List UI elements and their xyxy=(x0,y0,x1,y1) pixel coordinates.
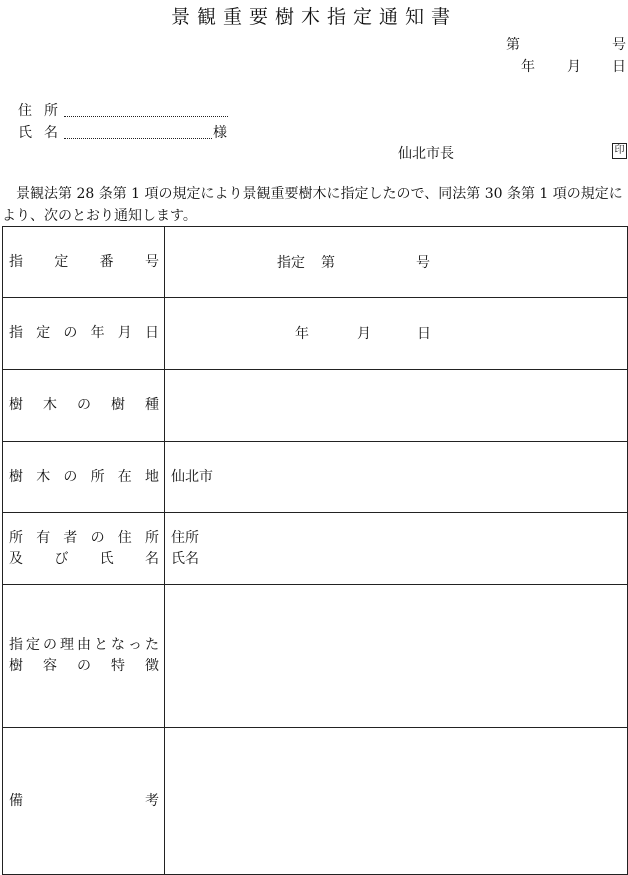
designation-date-label: 指定の年月日 xyxy=(9,325,159,341)
owner-label-line2: 及び氏名 xyxy=(9,550,159,567)
seal-mark: 印 xyxy=(612,143,627,159)
recipient-name-label: 氏名 xyxy=(18,125,70,141)
number-dai-label: 第 xyxy=(506,37,520,53)
label-cell xyxy=(3,513,165,585)
table-row-owner xyxy=(3,513,628,585)
designation-go: 号 xyxy=(416,254,430,271)
label-cell xyxy=(3,298,165,370)
table-row-designation-date xyxy=(3,298,628,370)
reason-value-cell[interactable] xyxy=(165,585,628,728)
reason-label-line2: 樹容の特徴 xyxy=(9,658,159,674)
notice-table xyxy=(2,226,628,875)
table-row-designation-number xyxy=(3,227,628,298)
recipient-address-line[interactable] xyxy=(64,116,228,117)
remarks-value-cell[interactable] xyxy=(165,728,628,875)
label-cell xyxy=(3,227,165,298)
table-row-reason-features xyxy=(3,585,628,728)
owner-label-line1: 所有者の住所 xyxy=(9,529,159,546)
recipient-honorific: 様 xyxy=(213,125,227,141)
designation-date-value-cell[interactable] xyxy=(165,298,628,370)
issuer-title: 仙北市長 xyxy=(398,146,454,162)
tree-location-value-cell[interactable] xyxy=(165,442,628,513)
tree-location-value: 仙北市 xyxy=(171,468,213,485)
date-day-label: 日 xyxy=(612,59,626,75)
label-cell xyxy=(3,585,165,728)
designation-date-year: 年 xyxy=(295,326,309,342)
document-title: 景観重要樹木指定通知書 xyxy=(170,6,457,28)
designation-number-value xyxy=(171,252,621,273)
designation-number-value-cell[interactable] xyxy=(165,227,628,298)
table-row-remarks xyxy=(3,728,628,875)
notice-body-text: 景観法第 28 条第 1 項の規定により景観重要樹木に指定したので、同法第 30 条第 1 項の規定により、次のとおり通知します。 xyxy=(2,186,623,224)
number-go-label: 号 xyxy=(612,37,626,53)
date-month-label: 月 xyxy=(567,59,581,75)
owner-name-label: 氏名 xyxy=(171,550,199,567)
recipient-name-line[interactable] xyxy=(64,138,212,139)
table-row-tree-species xyxy=(3,370,628,442)
designation-prefix: 指定 xyxy=(277,254,305,271)
designation-date-month: 月 xyxy=(357,326,371,342)
remarks-label: 備考 xyxy=(9,792,159,809)
designation-number-label: 指定番号 xyxy=(9,253,159,270)
tree-location-label: 樹木の所在地 xyxy=(9,468,159,485)
designation-dai: 第 xyxy=(321,254,335,271)
owner-address-label: 住所 xyxy=(171,529,199,546)
label-cell xyxy=(3,728,165,875)
table-row-tree-location xyxy=(3,442,628,513)
designation-date-value xyxy=(171,323,621,344)
date-year-label: 年 xyxy=(521,59,535,75)
tree-species-value-cell[interactable] xyxy=(165,370,628,442)
recipient-address-label: 住所 xyxy=(18,103,70,119)
label-cell xyxy=(3,442,165,513)
label-cell xyxy=(3,370,165,442)
owner-value-cell[interactable] xyxy=(165,513,628,585)
tree-species-label: 樹木の樹種 xyxy=(9,397,159,413)
reason-label-line1: 指定の理由となった xyxy=(9,637,159,653)
designation-date-day: 日 xyxy=(417,326,431,342)
